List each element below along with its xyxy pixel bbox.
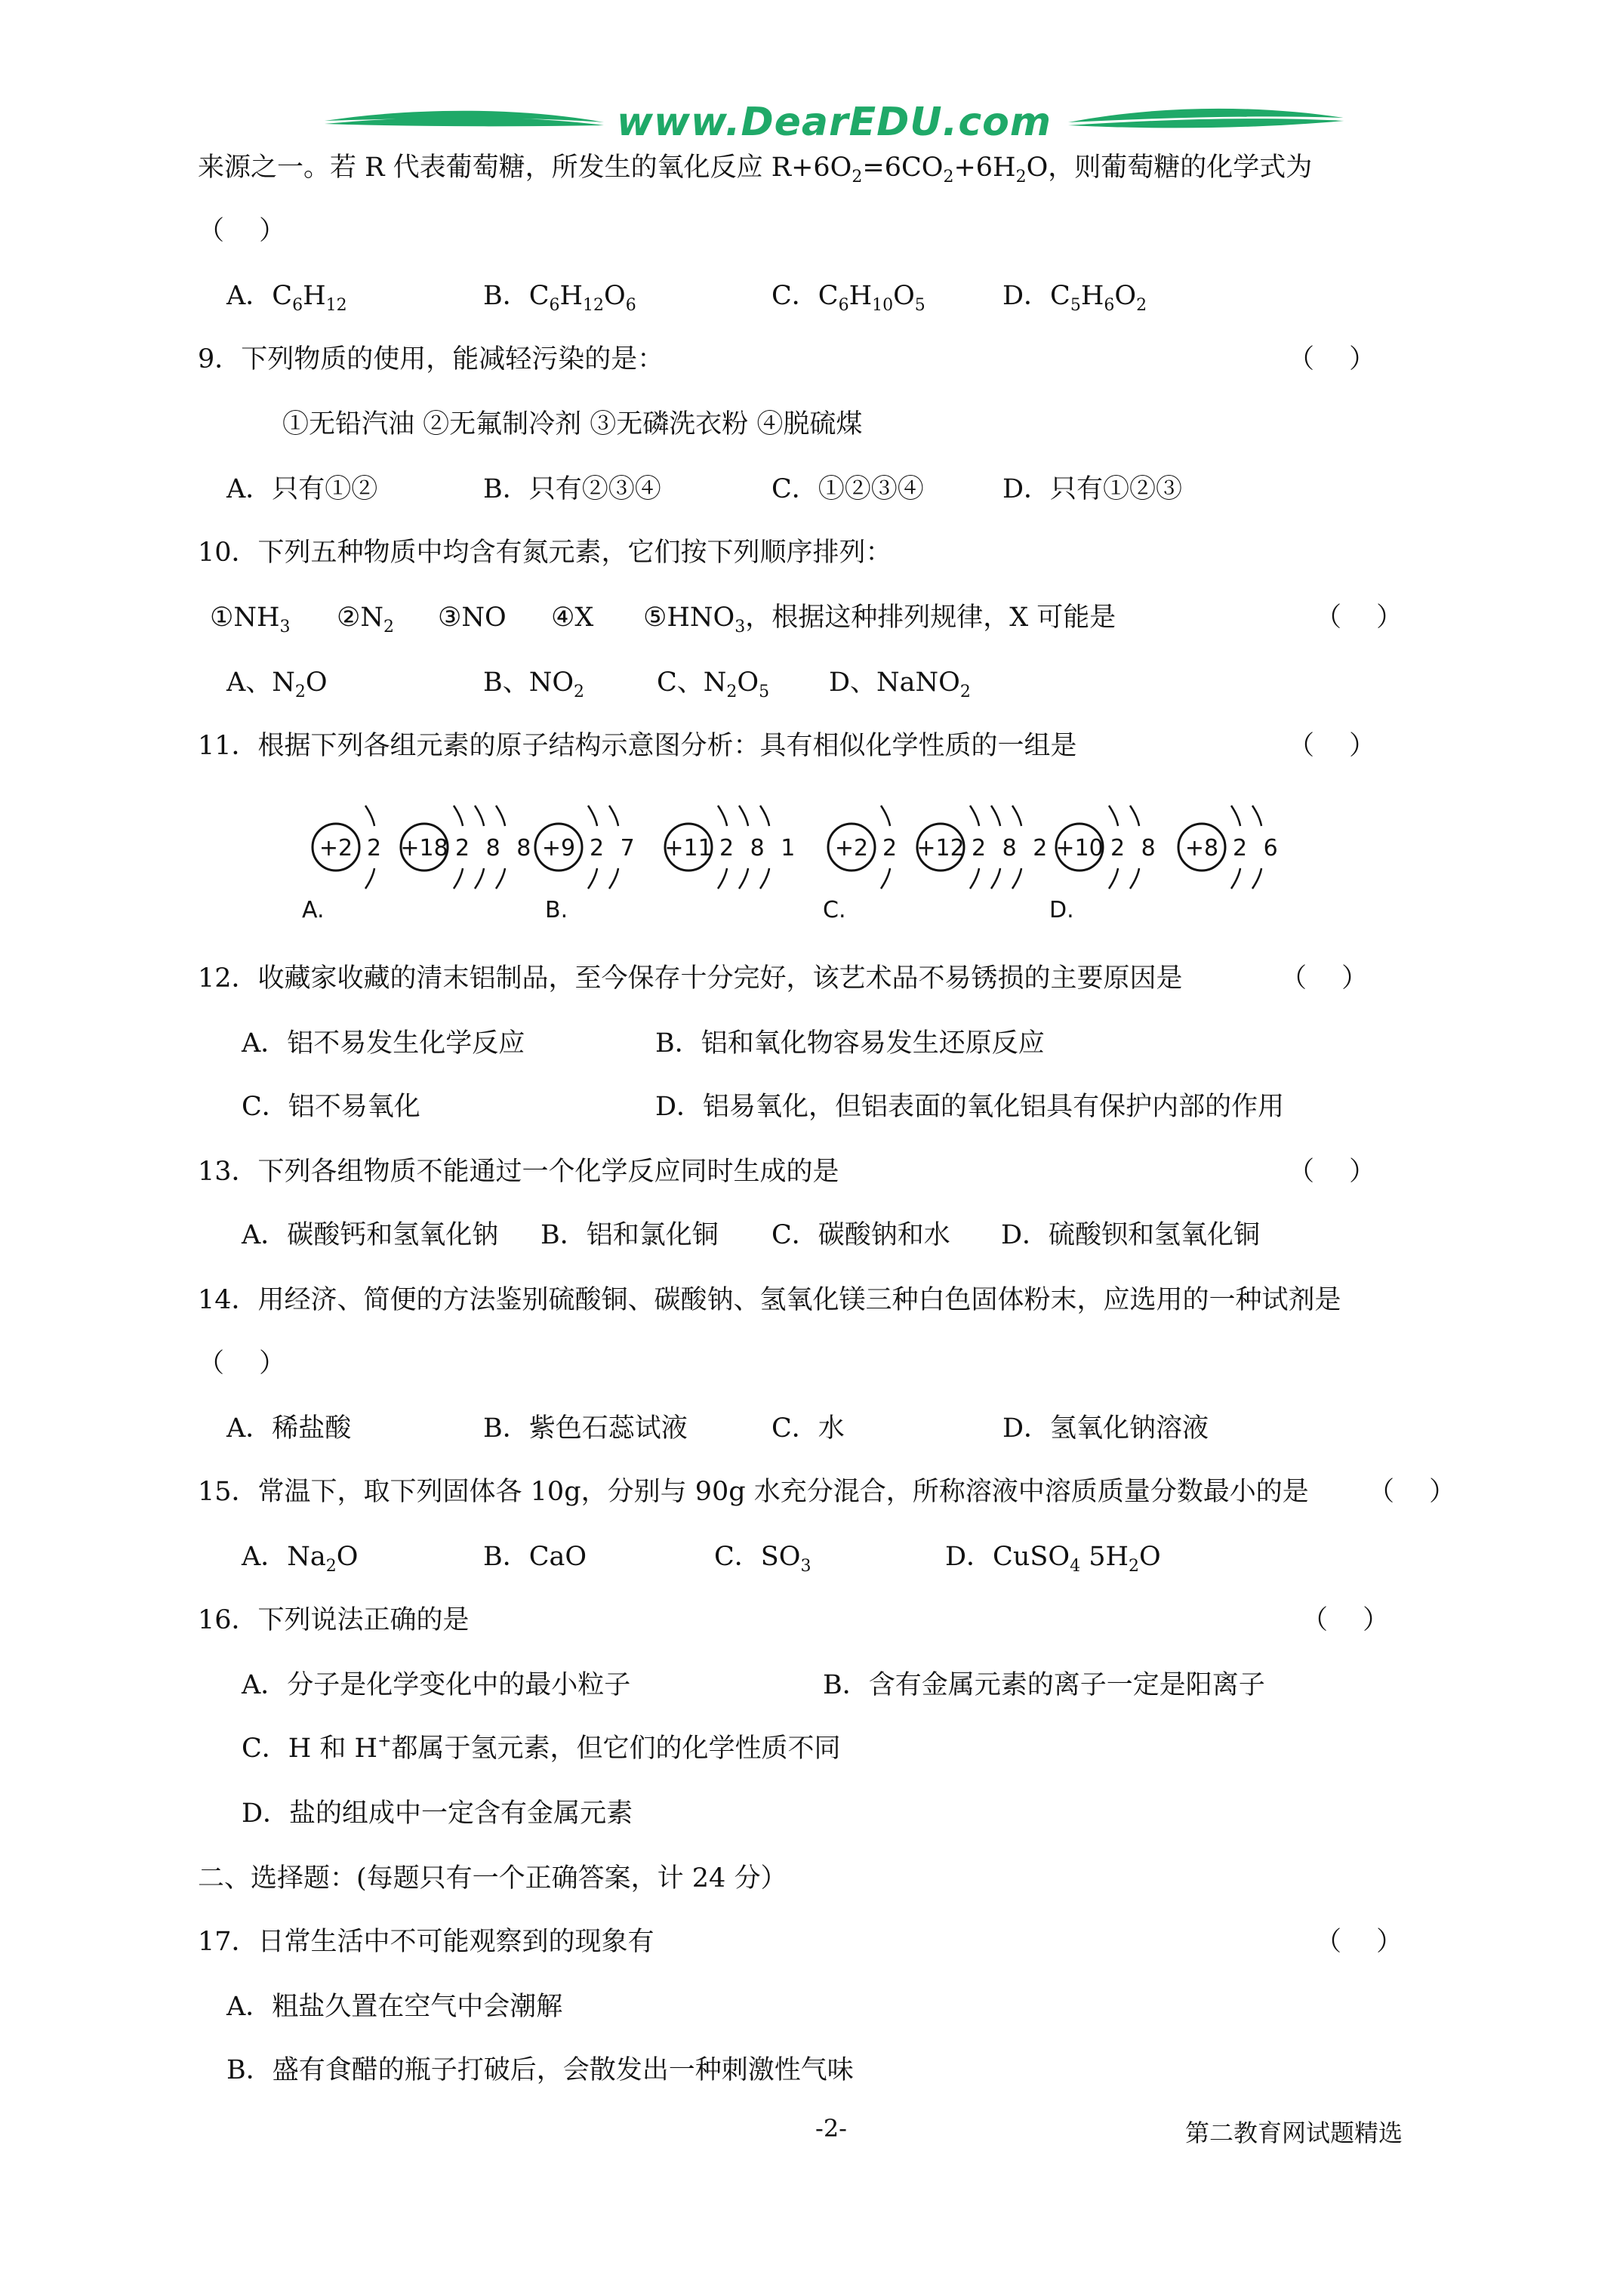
atom-nucleus-charge: +2 (834, 835, 869, 861)
electron-shell-arc (1012, 806, 1021, 826)
q10-option-c: C、$N_2O_5$ (657, 667, 770, 701)
q14-option-b: B．紫色石蕊试液 (483, 1413, 688, 1444)
atom-nucleus-charge: +10 (1055, 835, 1104, 861)
q11-answer-blank: （ ） (1288, 731, 1376, 761)
q16-stem: 16．下列说法正确的是 (198, 1605, 470, 1635)
electron-shell-arc (1109, 806, 1118, 826)
q10-item-5: $⑤HNO_3$，根据这种排列规律，X 可能是 (643, 603, 1116, 636)
q14-stem: 14．用经济、简便的方法鉴别硫酸铜、碳酸钠、氢氧化镁三种白色固体粉末，应选用的一种试剂是 (198, 1285, 1341, 1315)
q14-option-d: D．氢氧化钠溶液 (1002, 1413, 1209, 1444)
site-title[interactable]: www.DearEDU.com (616, 100, 1052, 145)
electron-shell-arc (718, 868, 727, 889)
q10-item-2: $②N_2$ (337, 603, 395, 636)
electron-shell-arc (1109, 868, 1118, 889)
q14-option-a: A．稀盐酸 (226, 1413, 352, 1444)
q15-stem: 15．常温下，取下列固体各 10g，分别与 90g 水充分混合，所称溶液中溶质质量分数最小的是 (198, 1477, 1309, 1507)
q10-answer-blank: （ ） (1315, 603, 1403, 633)
q12-option-b: B．铝和氧化物容易发生还原反应 (655, 1028, 1045, 1059)
electron-shell-arc (760, 868, 769, 889)
q17-option-a: A．粗盐久置在空气中会潮解 (226, 1992, 563, 2022)
atom-nucleus-charge: +9 (541, 835, 576, 861)
electron-shell-arc (739, 806, 748, 826)
q16-option-c: C．H 和 H+都属于氢元素，但它们的化学性质不同 (242, 1732, 841, 1764)
q12-answer-blank: （ ） (1280, 963, 1369, 994)
diagram-group-label: A. (302, 897, 325, 923)
q13-option-d: D．硫酸钡和氢氧化铜 (1001, 1220, 1261, 1250)
electron-shell-arc (365, 806, 374, 826)
electron-shell-arc (1252, 868, 1261, 889)
q9-option-d: D．只有①②③ (1002, 474, 1183, 504)
electron-shell-arc (365, 868, 374, 889)
q15-answer-blank: （ ） (1368, 1477, 1456, 1507)
electron-shell-arc (739, 868, 748, 889)
atom-electron-shells: 2 (882, 835, 902, 861)
q15-option-d: D．CuSO$_4$ $5H_2O$ (945, 1542, 1161, 1576)
q15-option-a: A．$Na_2O$ (242, 1542, 359, 1576)
q17-option-b: B．盛有食醋的瓶子打破后，会散发出一种刺激性气味 (226, 2055, 854, 2085)
q16-option-a: A．分子是化学变化中的最小粒子 (242, 1670, 631, 1700)
q13-option-c: C．碳酸钠和水 (771, 1220, 950, 1250)
electron-shell-arc (475, 868, 484, 889)
q16-option-b: B．含有金属元素的离子一定是阳离子 (823, 1670, 1265, 1700)
electron-shell-arc (588, 868, 597, 889)
q9-option-b: B．只有②③④ (483, 474, 661, 504)
electron-shell-arc (1252, 806, 1261, 826)
q9-option-a: A．只有①② (226, 474, 378, 504)
atom-nucleus-charge: +18 (400, 835, 448, 861)
q16-option-d: D．盐的组成中一定含有金属元素 (242, 1798, 633, 1829)
q10-item-1: $①NH_3$ (210, 603, 291, 636)
atom-nucleus-charge: +11 (664, 835, 713, 861)
diagram-group-label: B. (545, 897, 568, 923)
electron-shell-arc (1130, 868, 1139, 889)
atom-nucleus-charge: +8 (1184, 835, 1219, 861)
electron-shell-arc (881, 868, 890, 889)
q13-option-a: A．碳酸钙和氢氧化钠 (242, 1220, 499, 1250)
q11-stem: 11．根据下列各组元素的原子结构示意图分析：具有相似化学性质的一组是 (198, 731, 1077, 761)
q17-answer-blank: （ ） (1315, 1927, 1403, 1957)
electron-shell-arc (1231, 806, 1240, 826)
q9-option-c: C．①②③④ (771, 474, 924, 504)
q8-stem: 来源之一。若 R 代表葡萄糖，所发生的氧化反应 $R+6O_2=6CO_2+6H_2O$，则葡萄糖的化学式为 (198, 153, 1313, 186)
electron-shell-arc (1012, 868, 1021, 889)
electron-shell-arc (718, 806, 727, 826)
electron-shell-arc (970, 806, 979, 826)
q10-option-d: D、NaNO$_2$ (829, 667, 971, 701)
electron-shell-arc (609, 868, 618, 889)
q12-option-a: A．铝不易发生化学反应 (242, 1028, 525, 1059)
q14-answer-blank: （ ） (198, 1348, 286, 1379)
page-number: -2- (815, 2114, 847, 2143)
electron-shell-arc (609, 806, 618, 826)
atom-nucleus-charge: +12 (916, 835, 965, 861)
electron-shell-arc (881, 806, 890, 826)
q12-option-d: D．铝易氧化，但铝表面的氧化铝具有保护内部的作用 (655, 1092, 1285, 1122)
q10-option-b: B、$NO_2$ (483, 667, 585, 701)
q8-option-c: C．$C_6H_{10}O_5$ (771, 281, 925, 315)
q9-items: ①无铅汽油 ②无氟制冷剂 ③无磷洗衣粉 ④脱硫煤 (282, 409, 863, 439)
q17-stem: 17．日常生活中不可能观察到的现象有 (198, 1927, 654, 1957)
q10-option-a: A、$N_2O$ (226, 667, 328, 701)
q8-option-d: D．$C_5H_6O_2$ (1002, 281, 1147, 315)
footer-source: 第二教育网试题精选 (1185, 2119, 1403, 2147)
electron-shell-arc (475, 806, 484, 826)
section-2-title: 二、选择题：(每题只有一个正确答案，计 24 分） (198, 1863, 787, 1894)
q14-option-c: C．水 (771, 1413, 845, 1444)
q9-stem: 9．下列物质的使用，能减轻污染的是： (198, 344, 664, 374)
atom-structure-diagram (302, 793, 1283, 936)
q12-stem: 12．收藏家收藏的清末铝制品，至今保存十分完好，该艺术品不易锈损的主要原因是 (198, 963, 1183, 994)
q8-option-a: A．$C_6H_{12}$ (226, 281, 347, 315)
electron-shell-arc (760, 806, 769, 826)
electron-shell-arc (496, 806, 505, 826)
q10-item-4: ④X (551, 603, 594, 633)
diagram-group-label: C. (823, 897, 846, 923)
electron-shell-arc (496, 868, 505, 889)
q15-option-b: B．CaO (483, 1542, 587, 1572)
q9-answer-blank: （ ） (1288, 344, 1376, 374)
electron-shell-arc (454, 868, 463, 889)
q10-item-3: ③NO (438, 603, 507, 633)
atom-electron-shells: 2 6 (1233, 835, 1283, 861)
q8-answer-blank: （ ） (198, 216, 286, 246)
electron-shell-arc (454, 806, 463, 826)
electron-shell-arc (588, 806, 597, 826)
q13-stem: 13．下列各组物质不能通过一个化学反应同时生成的是 (198, 1157, 839, 1187)
q16-answer-blank: （ ） (1301, 1605, 1390, 1635)
q15-option-c: C．$SO_3$ (714, 1542, 812, 1576)
q12-option-c: C．铝不易氧化 (242, 1092, 420, 1122)
q13-option-b: B．铝和氯化铜 (540, 1220, 719, 1250)
atom-electron-shells: 2 8 2 (972, 835, 1052, 861)
atom-electron-shells: 2 8 8 (455, 835, 536, 861)
electron-shell-arc (970, 868, 979, 889)
electron-shell-arc (1231, 868, 1240, 889)
electron-shell-arc (1130, 806, 1139, 826)
electron-shell-arc (991, 806, 1000, 826)
atom-electron-shells: 2 8 1 (719, 835, 800, 861)
diagram-group-label: D. (1049, 897, 1074, 923)
q8-option-b: B．$C_6H_{12}O_6$ (483, 281, 636, 315)
atom-electron-shells: 2 8 (1110, 835, 1160, 861)
atom-electron-shells: 2 7 (590, 835, 639, 861)
atom-electron-shells: 2 (367, 835, 387, 861)
electron-shell-arc (991, 868, 1000, 889)
atom-nucleus-charge: +2 (319, 835, 353, 861)
q13-answer-blank: （ ） (1288, 1157, 1376, 1187)
q10-stem: 10．下列五种物质中均含有氮元素，它们按下列顺序排列： (198, 538, 892, 568)
